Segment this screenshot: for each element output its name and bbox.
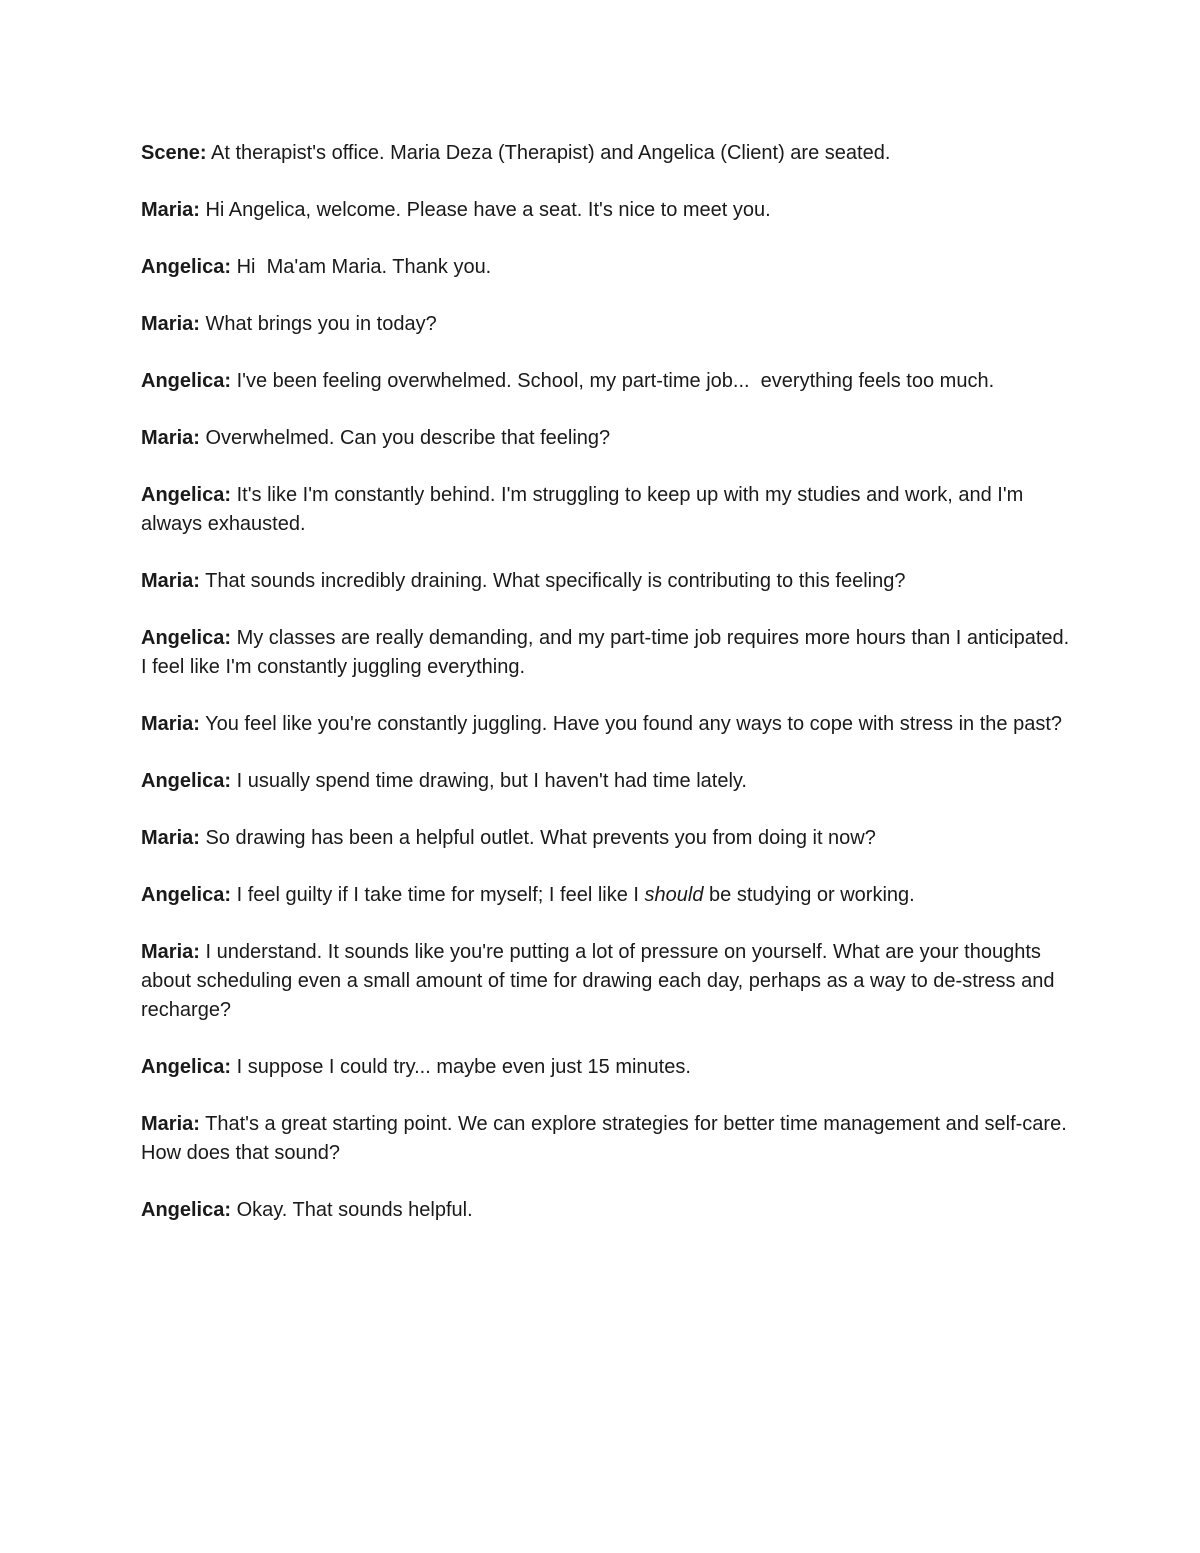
speaker-label: Maria: bbox=[141, 313, 200, 335]
dialogue-text: It's like I'm constantly behind. I'm struggling to keep up with my studies and work, and I'm always exhausted. bbox=[141, 484, 1024, 535]
dialogue-line bbox=[141, 424, 1071, 453]
dialogue-line bbox=[141, 567, 1071, 596]
dialogue-text: So drawing has been a helpful outlet. What prevents you from doing it now? bbox=[205, 827, 876, 849]
dialogue-text: I usually spend time drawing, but I haven't had time lately. bbox=[236, 770, 747, 792]
dialogue-line bbox=[141, 367, 1071, 396]
dialogue-line bbox=[141, 481, 1071, 539]
speaker-label: Maria: bbox=[141, 1113, 200, 1135]
speaker-label: Maria: bbox=[141, 199, 200, 221]
dialogue-line bbox=[141, 1110, 1071, 1168]
dialogue-text: You feel like you're constantly juggling. Have you found any ways to cope with stress in the past? bbox=[205, 713, 1063, 735]
speaker-label: Angelica: bbox=[141, 1056, 232, 1078]
dialogue-line bbox=[141, 1053, 1071, 1082]
speaker-label: Angelica: bbox=[141, 484, 232, 506]
speaker-label: Maria: bbox=[141, 713, 200, 735]
dialogue-line bbox=[141, 624, 1071, 682]
speaker-label: Maria: bbox=[141, 941, 200, 963]
dialogue-text: What brings you in today? bbox=[205, 313, 437, 335]
dialogue-text: Hi Ma'am Maria. Thank you. bbox=[236, 256, 492, 278]
dialogue-text: My classes are really demanding, and my part-time job requires more hours than I anticipated. I feel like I'm constantly juggling everything. bbox=[141, 627, 1070, 678]
speaker-label: Angelica: bbox=[141, 770, 232, 792]
speaker-label: Angelica: bbox=[141, 1199, 232, 1221]
dialogue-text: Okay. That sounds helpful. bbox=[236, 1199, 473, 1221]
speaker-label: Scene: bbox=[141, 142, 207, 164]
emphasized-word: should bbox=[644, 884, 704, 906]
speaker-label: Angelica: bbox=[141, 627, 232, 649]
dialogue-line bbox=[141, 767, 1071, 796]
dialogue-text: I suppose I could try... maybe even just 15 minutes. bbox=[236, 1056, 691, 1078]
dialogue-text: Overwhelmed. Can you describe that feeling? bbox=[205, 427, 611, 449]
dialogue-text: be studying or working. bbox=[709, 884, 915, 906]
speaker-label: Maria: bbox=[141, 427, 200, 449]
dialogue-line bbox=[141, 253, 1071, 282]
dialogue-text: I feel guilty if I take time for myself; I feel like I bbox=[236, 884, 639, 906]
speaker-label: Angelica: bbox=[141, 256, 232, 278]
dialogue-text: I've been feeling overwhelmed. School, my part-time job... everything feels too much. bbox=[236, 370, 995, 392]
dialogue-text: That sounds incredibly draining. What specifically is contributing to this feeling? bbox=[205, 570, 906, 592]
dialogue-line bbox=[141, 710, 1071, 739]
scene-line bbox=[141, 139, 1071, 168]
dialogue-line bbox=[141, 881, 1071, 910]
speaker-label: Maria: bbox=[141, 827, 200, 849]
speaker-label: Angelica: bbox=[141, 884, 232, 906]
dialogue-line bbox=[141, 196, 1071, 225]
document-page bbox=[141, 139, 1071, 1253]
speaker-label: Angelica: bbox=[141, 370, 232, 392]
dialogue-line bbox=[141, 1196, 1071, 1225]
dialogue-line bbox=[141, 824, 1071, 853]
dialogue-text: Hi Angelica, welcome. Please have a seat. It's nice to meet you. bbox=[205, 199, 771, 221]
dialogue-text: That's a great starting point. We can explore strategies for better time management and self-care. How does that sound? bbox=[141, 1113, 1067, 1164]
dialogue-line bbox=[141, 310, 1071, 339]
speaker-label: Maria: bbox=[141, 570, 200, 592]
dialogue-line bbox=[141, 938, 1071, 1025]
dialogue-text: I understand. It sounds like you're putting a lot of pressure on yourself. What are your thoughts about scheduling even a small amount of time for drawing each day, perhaps as a way to de-stress and recharge? bbox=[141, 941, 1055, 1021]
dialogue-text: At therapist's office. Maria Deza (Therapist) and Angelica (Client) are seated. bbox=[211, 142, 891, 164]
